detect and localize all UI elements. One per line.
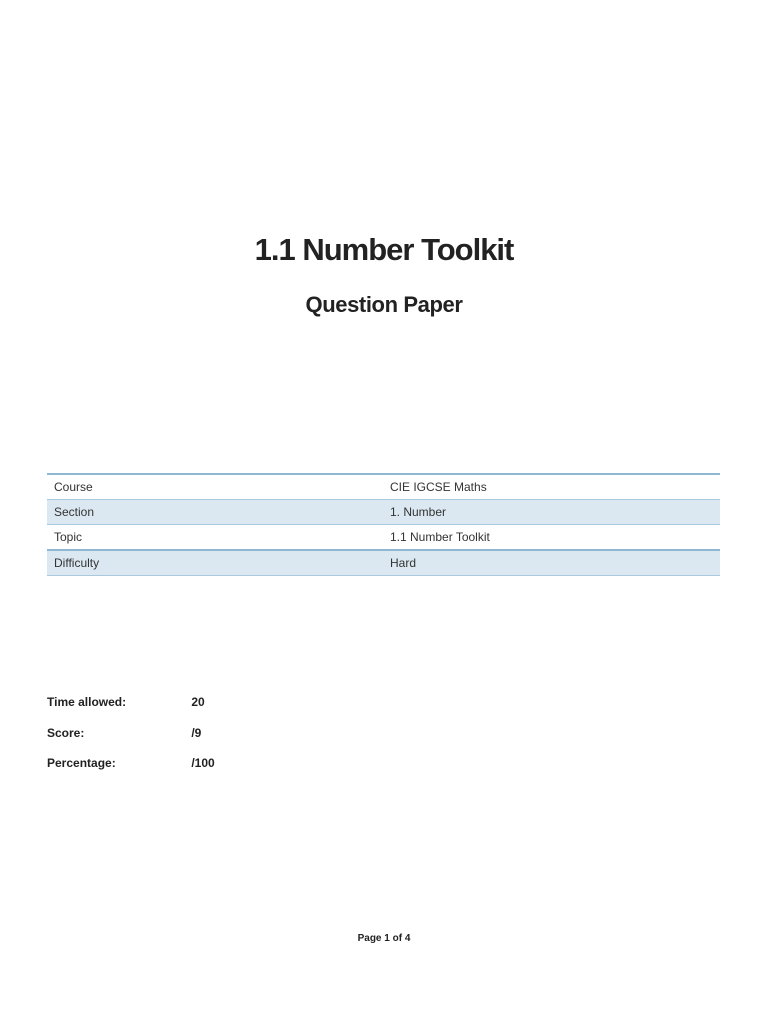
score-row xyxy=(47,726,201,740)
page-number: Page 1 of 4 xyxy=(357,933,411,944)
table-row-section xyxy=(47,500,720,525)
score-value: /9 xyxy=(191,726,202,740)
time-allowed-row xyxy=(47,695,205,709)
topic-label: Topic xyxy=(47,525,383,551)
course-label: Course xyxy=(47,474,383,500)
section-value: 1. Number xyxy=(383,500,720,525)
time-allowed-label: Time allowed: xyxy=(47,695,127,709)
info-table xyxy=(47,473,720,576)
difficulty-value: Hard xyxy=(383,550,720,576)
difficulty-label: Difficulty xyxy=(47,550,383,576)
page-subtitle: Question Paper xyxy=(305,292,463,317)
table-row-difficulty xyxy=(47,550,720,576)
percentage-value: /100 xyxy=(191,756,215,770)
time-allowed-value: 20 xyxy=(191,695,205,709)
course-value: CIE IGCSE Maths xyxy=(383,474,720,500)
topic-value: 1.1 Number Toolkit xyxy=(383,525,720,551)
page-title: 1.1 Number Toolkit xyxy=(254,232,514,267)
percentage-row xyxy=(47,756,215,770)
percentage-label: Percentage: xyxy=(47,756,116,770)
score-label: Score: xyxy=(47,726,85,740)
table-row-course xyxy=(47,474,720,500)
table-row-topic xyxy=(47,525,720,551)
section-label: Section xyxy=(47,500,383,525)
